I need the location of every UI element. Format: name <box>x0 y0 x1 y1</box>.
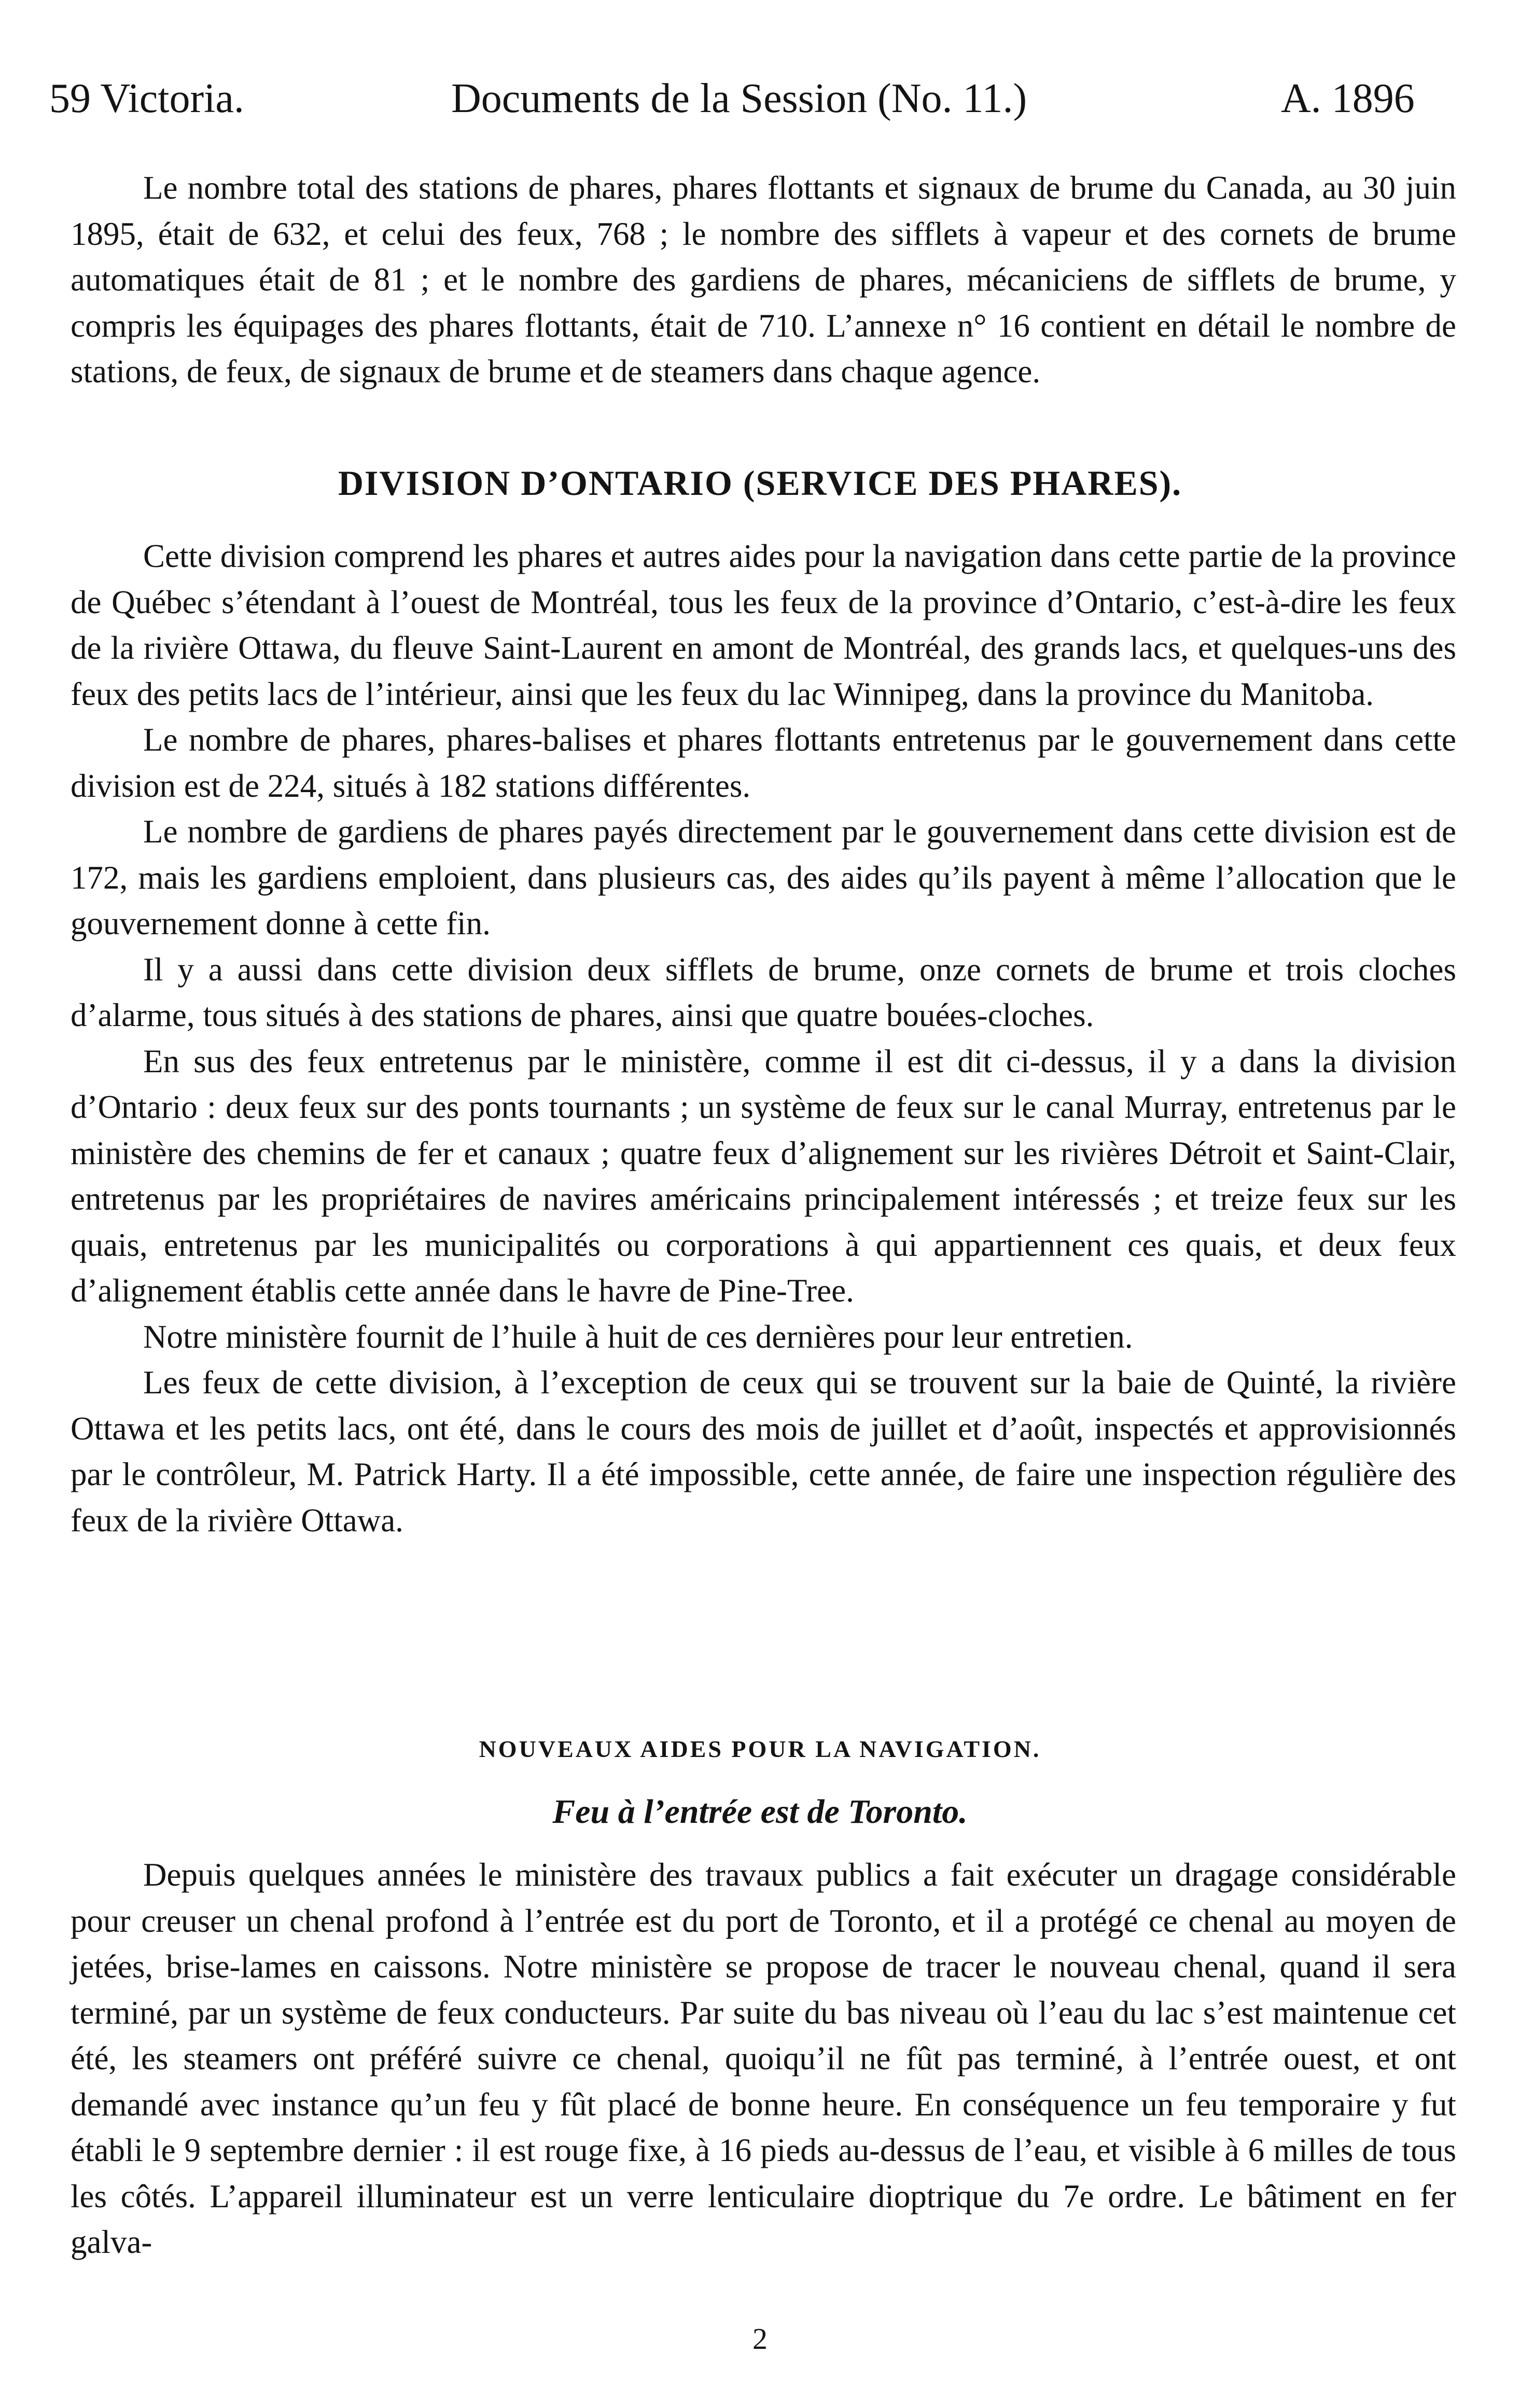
page-number: 2 <box>752 2322 768 2356</box>
toronto-body <box>71 1852 1456 2265</box>
section-heading-ontario: DIVISION D’ONTARIO (SERVICE DES PHARES). <box>338 463 1182 503</box>
paragraph: Notre ministère fournit de l’huile à huit de ces dernières pour leur entretien. <box>143 1318 1133 1355</box>
paragraph: Il y a aussi dans cette division deux sifflets de brume, onze cornets de brume et trois cloches d’alarme, tous situés à des stations de phares, ainsi que quatre bouées-cloches. <box>71 951 1456 1033</box>
subsection-heading-toronto: Feu à l’entrée est de Toronto. <box>552 1793 968 1831</box>
running-header-right: A. 1896 <box>1281 76 1415 121</box>
paragraph: En sus des feux entretenus par le ministère, comme il est dit ci-dessus, il y a dans la division d’Ontario : deux feux sur des ponts tournants ; un système de feux sur le canal Murray, entretenus par le ministère des chemins de fer et canaux ; quatre feux d’alignement sur les rivières Détroit et Saint-Clair, entretenus par les propriétaires de navires américains principalement intéressés ; et treize feux sur les quais, entretenus par les municipalités ou corporations à qui appartiennent ces quais, et deux feux d’alignement établis cette année dans le havre de Pine-Tree. <box>71 1043 1456 1309</box>
paragraph: Les feux de cette division, à l’exception de ceux qui se trouvent sur la baie de Quinté, la rivière Ottawa et les petits lacs, ont été, dans le cours des mois de juillet et d’août, inspectés et approvisionnés par le contrôleur, M. Patrick Harty. Il a été impossible, cette année, de faire une inspection régulière des feux de la rivière Ottawa. <box>71 1364 1456 1539</box>
paragraph: Le nombre de phares, phares-balises et phares flottants entretenus par le gouvernement dans cette division est de 224, situés à 182 stations différentes. <box>71 722 1456 804</box>
intro-block <box>71 165 1456 395</box>
running-header-left: 59 Victoria. <box>49 76 244 121</box>
ontario-body <box>71 533 1456 1543</box>
running-header-center: Documents de la Session (No. 11.) <box>451 76 1027 121</box>
intro-paragraph: Le nombre total des stations de phares, phares flottants et signaux de brume du Canada, au 30 juin 1895, était de 632, et celui des feux, 768 ; le nombre des sifflets à vapeur et des cornets de brume automatiques était de 81 ; et le nombre des gardiens de phares, mécaniciens de sifflets de brume, y compris les équipages des phares flottants, était de 710. L’annexe n° 16 contient en détail le nombre de stations, de feux, de signaux de brume et de steamers dans chaque agence. <box>71 170 1456 390</box>
paragraph: Cette division comprend les phares et autres aides pour la navigation dans cette partie de la province de Québec s’étendant à l’ouest de Montréal, tous les feux de la province d’Ontario, c’est-à-dire les feux de la rivière Ottawa, du fleuve Saint-Laurent en amont de Montréal, des grands lacs, et quelques-uns des feux des petits lacs de l’intérieur, ainsi que les feux du lac Winnipeg, dans la province du Manitoba. <box>71 538 1456 712</box>
paragraph: Depuis quelques années le ministère des travaux publics a fait exécuter un dragage considérable pour creuser un chenal profond à l’entrée est du port de Toronto, et il a protégé ce chenal au moyen de jetées, brise-lames en caissons. Notre ministère se propose de tracer le nouveau chenal, quand il sera terminé, par un système de feux conducteurs. Par suite du bas niveau où l’eau du lac s’est maintenue cet été, les steamers ont préféré suivre ce chenal, quoiqu’il ne fût pas terminé, à l’entrée ouest, et ont demandé avec instance qu’un feu y fût placé de bonne heure. En conséquence un feu temporaire y fut établi le 9 septembre dernier : il est rouge fixe, à 16 pieds au-dessus de l’eau, et visible à 6 milles de tous les côtés. L’appareil illuminateur est un verre lenticulaire dioptrique du 7e ordre. Le bâtiment en fer galva- <box>71 1857 1456 2260</box>
section-heading-new-aids: NOUVEAUX AIDES POUR LA NAVIGATION. <box>479 1736 1041 1762</box>
paragraph: Le nombre de gardiens de phares payés directement par le gouvernement dans cette division est de 172, mais les gardiens emploient, dans plusieurs cas, des aides qu’ils payent à même l’allocation que le gouvernement donne à cette fin. <box>71 813 1456 942</box>
